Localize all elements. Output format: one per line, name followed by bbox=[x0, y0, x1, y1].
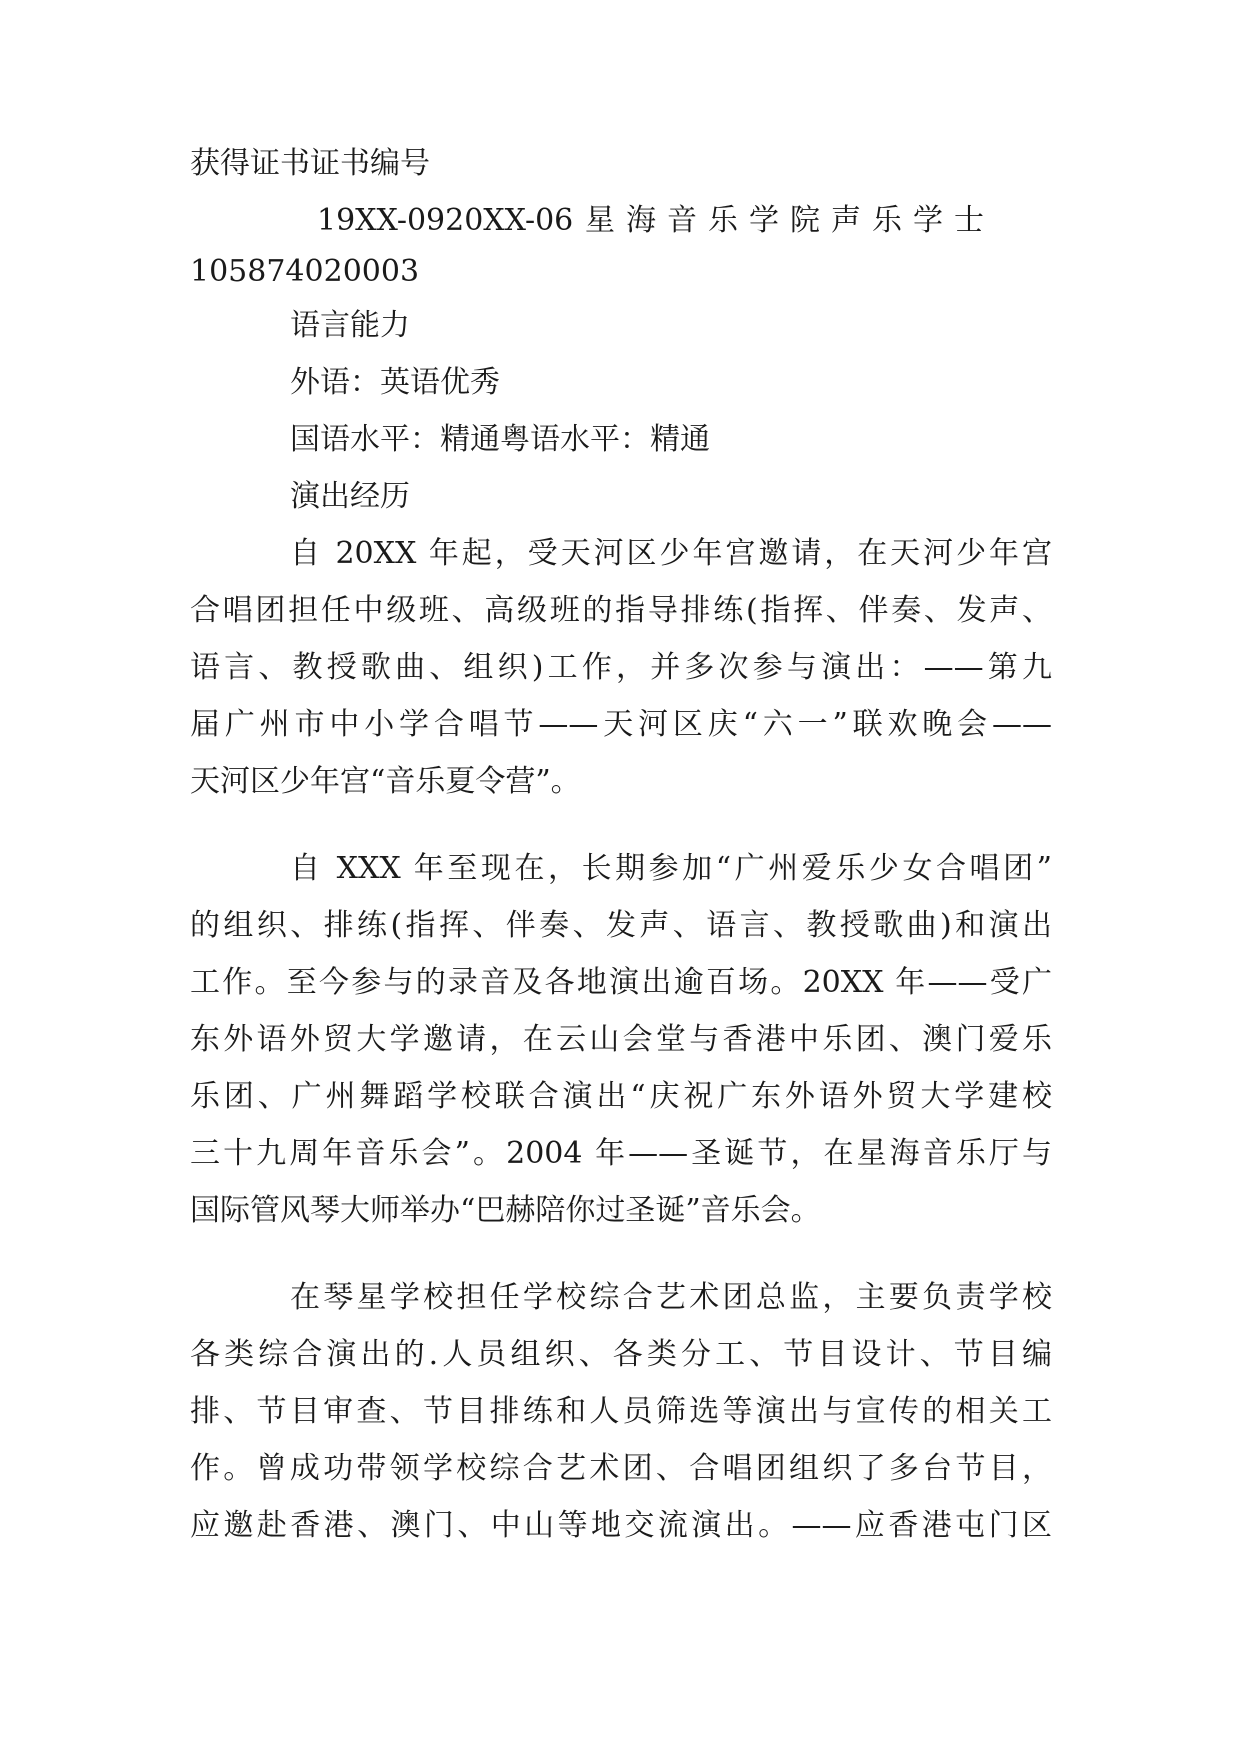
language-heading: 语言能力 bbox=[290, 308, 410, 343]
paragraph-line: 的组织、排练(指挥、伴奏、发声、语言、教授歌曲)和演出 bbox=[190, 908, 1052, 943]
paragraph-line: 工作。至今参与的录音及各地演出逾百场。20XX 年——受广 bbox=[190, 965, 1052, 1000]
certificate-row bbox=[317, 199, 1052, 243]
certificate-number: 105874020003 bbox=[190, 254, 420, 289]
paragraph-line: 合唱团担任中级班、高级班的指导排练(指挥、伴奏、发声、 bbox=[190, 593, 1052, 628]
certificate-institution: 星海音乐学院声乐学士 bbox=[585, 203, 995, 238]
paragraph-line: 东外语外贸大学邀请，在云山会堂与香港中乐团、澳门爱乐 bbox=[190, 1022, 1052, 1057]
performance-heading: 演出经历 bbox=[290, 479, 410, 514]
paragraph-line: 语言、教授歌曲、组织)工作，并多次参与演出：——第九 bbox=[190, 650, 1052, 685]
certificate-header: 获得证书证书编号 bbox=[190, 146, 430, 181]
paragraph-line: 各类综合演出的.人员组织、各类分工、节目设计、节目编 bbox=[190, 1337, 1052, 1372]
paragraph-line: 在琴星学校担任学校综合艺术团总监，主要负责学校 bbox=[290, 1280, 1052, 1315]
paragraph-line: 国际管风琴大师举办“巴赫陪你过圣诞”音乐会。 bbox=[190, 1193, 821, 1228]
paragraph-line: 自 20XX 年起，受天河区少年宫邀请，在天河少年宫 bbox=[290, 536, 1052, 571]
paragraph-line: 应邀赴香港、澳门、中山等地交流演出。——应香港屯门区 bbox=[190, 1508, 1052, 1543]
paragraph-line: 自 XXX 年至现在，长期参加“广州爱乐少女合唱团” bbox=[290, 851, 1052, 886]
paragraph-line: 届广州市中小学合唱节——天河区庆“六一”联欢晚会—— bbox=[190, 707, 1052, 742]
paragraph-line: 三十九周年音乐会”。2004 年——圣诞节，在星海音乐厅与 bbox=[190, 1136, 1052, 1171]
paragraph-line: 天河区少年宫“音乐夏令营”。 bbox=[190, 764, 581, 799]
dialect-proficiency: 国语水平：精通粤语水平：精通 bbox=[290, 422, 710, 457]
foreign-language: 外语：英语优秀 bbox=[290, 365, 500, 400]
paragraph-line: 作。曾成功带领学校综合艺术团、合唱团组织了多台节目， bbox=[190, 1451, 1052, 1486]
paragraph-line: 排、节目审查、节目排练和人员筛选等演出与宣传的相关工 bbox=[190, 1394, 1052, 1429]
certificate-date-range: 19XX-0920XX-06 bbox=[317, 203, 574, 238]
paragraph-line: 乐团、广州舞蹈学校联合演出“庆祝广东外语外贸大学建校 bbox=[190, 1079, 1052, 1114]
